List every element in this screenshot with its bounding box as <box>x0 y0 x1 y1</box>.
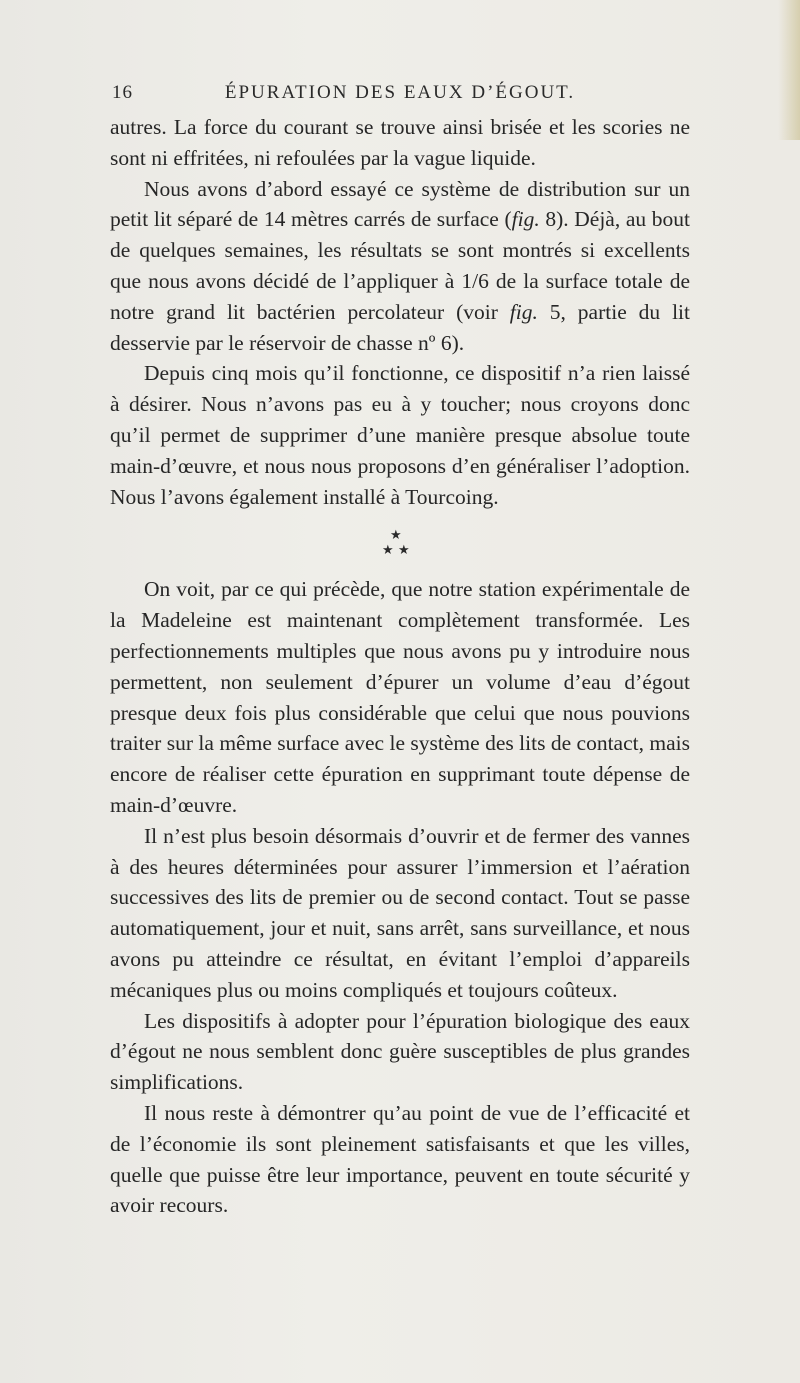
ornament-star: ★ <box>382 543 394 559</box>
paragraph-distribution-trial <box>110 174 690 359</box>
paragraph-3-text: Depuis cinq mois qu’il fonctionne, ce dispositif n’a rien laissé à désirer. Nous n’avons pas eu à y toucher; nous croyons donc qu’il permet de supprimer d’une manière presque absolue toute main-d’œuvre, et nous nous proposons d’en généraliser l’adoption. Nous l’avons également installé à Tourcoing. <box>110 361 690 509</box>
paragraph-2-text-a: Nous avons d’abord essayé ce système de distribution sur un petit lit séparé de 14 mètres carrés de surface ( <box>110 176 690 232</box>
paragraph-4-text: On voit, par ce qui précède, que notre station expérimentale de la Madeleine est maintenant complètement transformée. Les perfectionnements multiples que nous avons pu y introduire nous permettent, non seulement d’épurer un volume d’eau d’égout presque deux fois plus considérable que celui que nous pouvions traiter sur la même surface avec le système des lits de contact, mais encore de réaliser cette épuration en supprimant toute dépense de main-d’œuvre. <box>110 577 690 817</box>
body-text <box>110 112 690 1221</box>
paragraph-five-months <box>110 358 690 512</box>
paragraph-2-text-c: 5, partie du lit desservie par le réservoir de chasse nº 6). <box>110 299 690 355</box>
ornament-star: ★ <box>390 528 402 544</box>
page-edge-stain <box>778 0 800 140</box>
paragraph-continuation <box>110 112 690 174</box>
page-number: 16 <box>112 82 133 103</box>
paragraph-simplifications <box>110 1006 690 1098</box>
paragraph-efficiency <box>110 1098 690 1221</box>
figure-reference-5: fig. <box>509 299 538 324</box>
running-head <box>0 78 800 108</box>
asterism-ornament <box>110 512 690 574</box>
running-title: ÉPURATION DES EAUX D’ÉGOUT. <box>224 82 576 103</box>
paragraph-station-transformed <box>110 574 690 820</box>
paragraph-6-text: Les dispositifs à adopter pour l’épuration biologique des eaux d’égout ne nous semblent donc guère susceptibles de plus grandes simplifications. <box>110 1008 690 1095</box>
figure-reference-8: fig. <box>511 207 540 232</box>
paragraph-7-text: Il nous reste à démontrer qu’au point de vue de l’efficacité et de l’économie ils sont pleinement satisfaisants et que les villes, quelle que puisse être leur importance, peuvent en toute sécurité y avoir recours. <box>110 1100 690 1218</box>
ornament-star: ★ <box>398 543 410 559</box>
paragraph-5-text: Il n’est plus besoin désormais d’ouvrir et de fermer des vannes à des heures déterminées pour assurer l’immersion et l’aération successives des lits de premier ou de second contact. Tout se passe automatiquement, jour et nuit, sans arrêt, sans surveillance, et nous avons pu atteindre ce résultat, en évitant l’emploi d’appareils mécaniques plus ou moins compliqués et toujours coûteux. <box>110 823 690 1002</box>
paragraph-1-text: autres. La force du courant se trouve ainsi brisée et les scories ne sont ni effritées, ni refoulées par la vague liquide. <box>110 115 690 170</box>
paragraph-2-text-b: 8). Déjà, au bout de quelques semaines, les résultats se sont montrés si excellents que nous avons décidé de l’appliquer à 1/6 de la surface totale de notre grand lit bactérien percolateur (voir <box>110 207 690 324</box>
paragraph-no-valves <box>110 821 690 1006</box>
